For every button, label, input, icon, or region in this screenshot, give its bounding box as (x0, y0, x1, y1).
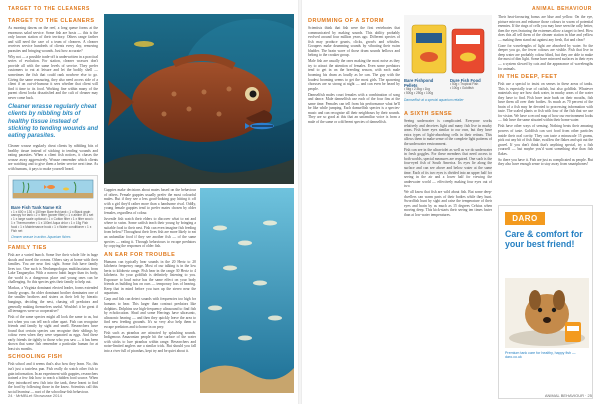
section-heading-cleaners: TARGET TO THE CLEANERS (8, 18, 95, 24)
product-title: Bare Fishpond Pellets (404, 78, 434, 88)
paragraph: We all know that fish are wild about fish. But some deep-dwellers can warm parts of their bodies while they hunt. Swordfish hunt by sight and raise the temperature of their eyes and brain by as much as 15 degrees Celsius when moving deep. This kick-starts their seeing ten times faster than at low-water temperatures. (404, 190, 492, 217)
section-heading-drumming: DRUMMING OF A STORM (308, 18, 384, 24)
product-caption: Cleaner wrasse in action. Aquarium fishes (11, 234, 71, 239)
product-stats: • 50g • Tropical Fish • 100g • Goldfish (450, 82, 479, 90)
section-heading-sixth-sense: A SIXTH SENSE (404, 111, 453, 117)
paragraph: Carp and fish can detect sounds with frequencies too high for humans to hear. This larger than contract predators like dolphins. Dolphins use high-frequency ultrasound to find fish by echolocation. Shad and some Herrings have ultrasonic, ultrasonic hearing — and then they quickly leave the area to find new feeding grounds. It's so very also help them to escape predators and to home in on prey. (104, 297, 196, 329)
section-heading-ear: AN EAR FOR TROUBLE (104, 251, 176, 258)
right-column-2 (404, 108, 492, 398)
paragraph: Why not — a possible trade-off is underwritten in a practical series of evolution. For station, cleaner wrasses don't provide all with the same levels of service. They prefer customers to eat at leisure and let the bodily shell — sometimes the fish that could rank nowhere else to go. Giving the same reassuring, they also need access side of a client if on out-of-humour it sees whether that client will find it time to its food. Working fine within many of the parent client looks dissatisfied and the cult of cleaner may never come back. (8, 54, 98, 100)
paragraph: Fish of the same species might all look the same to us, but not when you can tell each other apart. Fish can recognise friends and family by sight and smell. Researchers have found that certain species can recognise their siblings by colour even when they were separated as eggs. And these early friends tie tightly to those who you saw — it has been shown that some fish remember a particular human for at least six months. (8, 315, 98, 351)
paragraph: Male fish are usually the ones making the most noise as they try to attract the attention of females. Even some predators tend to get in on the breeding season, with each male booming his drum as loudly as he can. The guy with the loudest booming seems to get the most girls. The spawning choruses are so strong at night — and can even be heard by people. (308, 59, 400, 91)
running-head-left: TARGET TO THE CLEANERS (8, 6, 90, 12)
page-folio-right: ANIMAL BEHAVIOUR · 25 (544, 393, 592, 398)
right-column-1 (308, 15, 400, 395)
paragraph: Fish have other ways of sensing. Nothing beats their amazing powers of taste. Goldfish can sort food from other particles inside their oral cavity. They can taste a minuscule 15 grams, pick out any bit of fish flake, swallow the flakes and spit out the gravel. If you don't think that's anything special, try a fish yourself — but maybe you'd want something else than fish flakes. (498, 124, 593, 156)
product-box (8, 175, 98, 242)
product-info-food (450, 78, 492, 91)
product-title: Bare Fish Tank Name Kit (11, 204, 62, 210)
left-column-2 (104, 188, 196, 393)
paragraph: Fish can see in the ultraviolet as well as we do underwater in fresh goggles. For these members that need access to both worlds, special measures are required. One such is the four-eyed fish of South America. Its eyes lie along the surface and can see above and below water at the same time. Each of its two eyes is divided into an upper half for seeing in the air and a lower half for viewing the underwater world — effectively making four eyes out of two. (404, 147, 492, 189)
left-column-1 (8, 15, 98, 393)
paragraph: Damselfish males court females with a combination of song and dance. Male damselfish use each of the four fins at the same time. Females can tell from his performance what he'll be like while jumping. Each damselfish species is a species-music and can recognise all their neighbours by their sounds. They are so good at this that an unfamiliar voice is from a male of the same or a different species of damselfish. (308, 92, 400, 124)
paragraph: Fish school and it seems that's also how they learn. No, this isn't just a tasteless pun. Fish really do watch other fish to gain information. In an experiment with guppies, researchers trained a few fish how to reach a hidden food source. When they introduced new fish into the tank, these learnt to find the food by following those in the know. Scientists call this social learning — part of the schooling-fish behaviour. (8, 362, 98, 393)
daro-advertisement[interactable] (498, 205, 593, 399)
paragraph: Cone for wavelengths of light are absorbed by water. So the deeper you go, the fewer colours are visible. Fish that live in deep water are probably colour blind, but they are able to make the most of dim light. Some have mirrored surfaces in their eyes — a system slowed by cats and the appearance of wavelengths for animals. (498, 43, 593, 71)
paragraph: Fish use a special to insist on senses in these areas of tanks. This is especially true of catfish, but also goldfish. Whatever materials stay are how dark water, in murky areas of the water they have to find. Fish have taste buds on their mouths, fish have them all over their bodies. As much as 70 percent of the brain of a fish may be devoted to processing information with taste. The scaled plants or fish with four of the fish that we use for vision. We have a record map of how our environment looks — fish have the same situated within their home water. (498, 82, 593, 123)
product-stats: • 1 x 600 x 130 x 150mm Bare fish tank • 1 x Black grain canopy for tank • 2 x filter (power filter) • 1 x airline of 1 set • 1 x large scale optional • 1 x Cotton filter • 1 x filter wool • 1 x Thermometer • 1 x 100ml Aqua chlor • 1 x 15g Fish food • 1 x Maintenance book • 1 x Water conditioner • 1 x Fish net (11, 209, 94, 234)
paragraph: Fish such as piranhas are attracted by splashing sounds. Indigenous Amazonian people hit the surface of the water with sticks to lure piranhas within range. Researchers and noise-limited anglers use a similar trick. But should you fall into a river full of piranhas, kept try and be quiet about it. (104, 330, 196, 353)
fish-tank-image (11, 178, 95, 200)
section-heading-schooling: SCHOOLING FISH (8, 354, 63, 361)
section-heading-family: FAMILY TIES (8, 244, 47, 251)
paragraph: Their heat-favouring bonus are blue and yellow. On the eye, picture mirrors and enhance those colours in warm of potential enemies. If the rings of cells you may have seen the rally better, then the eyes featuring the extremes allow a target to feed. How does this all tell them of the cleaner station in blue and yellow — making them stand out against any fresh, flat and clear? (498, 15, 593, 42)
right-page (300, 0, 600, 404)
paragraph: Fish are a varied bunch. Some live their whole life in huge shoals and travel the oceans. Others stay at home with their families. You are near first sight. Some fish have family lives too. One such is Neolamprologus multifasciatus from Lake Tanganyika. With a narrow habit larger than its body, the world is a dangerous place and young ones can be challenging. So this species gets their family to help out. (8, 252, 98, 285)
cleaner-wrasse-photo (104, 14, 294, 184)
page-folio-left: 24 · MrMBLet Showcase 2014 (8, 393, 62, 398)
product-stats: • 5kg • 2.5kg • 1kg • 500g • 250g • 100g (404, 87, 434, 95)
dog-food-image (505, 278, 589, 348)
paragraph: So there you have it. Fish are just as complicated as people. But they also have enough sense to stay away from smartphones! (498, 157, 593, 167)
paragraph: Guppies make decisions about mates based on the behaviour of others. Female guppies usually prefer the most colourful males. But if they see a less good-looking guy hitting it off with a girl they'd rather more than a handsome rival. Oddly, young female guppies tend to prefer mates chosen by older females, regardless of colour. (104, 188, 196, 215)
paragraph: Markus, a Virginia dominant elected leader, forms extended family groups. An older dominant brother dominates one of the smaller brothers and sisters as their left by hieratic hangings, deciding the nest, chasing off predators and generally making themselves useful. Wouldn't it be great if all teenagers were so cooperative? (8, 286, 98, 314)
ad-headline: Care & comfort for your best friend! (505, 229, 583, 249)
paragraph: Cleaner wrasse regularly cheat clients by nibbling bits of healthy tissue instead of sticking to tending wounds and eating parasites. When a client fish notices, it chases the wrasse away aggressively. Wrasse remember which clients are watching and to give them a better service next time. As with humans, it pays to make yourself heard. (8, 144, 98, 171)
running-head-right: ANIMAL BEHAVIOUR (532, 6, 592, 12)
right-column-3 (498, 15, 593, 203)
paragraph: Seeing underwater is complicated. Everyone works relatively and deceives light and many fish live in murky areas. Fish have eyes similar to our own, but they have extra types of light-absorbing cells in their retinas. This allows them to make sense of the complete light patterns of the underwater environment. (404, 119, 492, 146)
pull-quote: Cleaner wrasse regularly cheat clients by nibbling bits of healthy tissue instead of sticking to tending wounds and eating parasites. (8, 104, 98, 140)
image-caption: Damselfish at a special aquarium retailer (404, 98, 464, 102)
paragraph: Humans can typically hear sounds in the 20 Hertz to 20 kilohertz frequency range. Most of our talking is in the low hertz to kilohertz range. Fish hear in the range 30 Hertz to 4 kilohertz. So your goldfish is definitely listening to you. Exposure to loud noise has the same effect on your body friends as building has on ours — temporary loss of hearing. Keep that in mind before you turn up the stereo near the aquarium. (104, 259, 196, 296)
product-info-pellets (404, 78, 446, 96)
ad-subline: Premium tank care for healthy, happy fish — daro.co.uk (505, 351, 576, 360)
brand-logo: DARO (505, 212, 545, 225)
paragraph: Juvenile fish watch their elders to discover what to eat and where to swim. Some catfish teach their young by bringing a suitable food to their nest. Fish can even imagine fish feeding from below? Throughout their lives fish are more likely to eat an unfamiliar food if they see another fish — of the same species — eating it. Through behaviours to escape predators by copying the responses of older fish. (104, 216, 196, 249)
paragraph: Scientists think that fish were the first vertebrates that communicated by making sounds. This ability probably evolved around four million years ago. Different species of fish may produce grunts, clicks, growls and whistles. Groupers make drumming sounds by vibrating their swim bladder. The brain wave of those drum sounds bellows and belong to the croaker group. (308, 26, 400, 58)
section-heading-deep: IN THE DEEP, FEET (498, 74, 558, 81)
fish-shoal-photo (200, 188, 294, 393)
paragraph: As morning dawns on the reef, a long queue forms at the enormous salad service. Some fish are hosts — this is the only known station of their territory. Others range farther and still need the care of a team of cleaners. A cleaner receives service hundreds of clients every day, removing parasites and bringing wounds. Just how accurate? (8, 26, 98, 53)
product-title: Dure Fish Food (450, 78, 481, 83)
